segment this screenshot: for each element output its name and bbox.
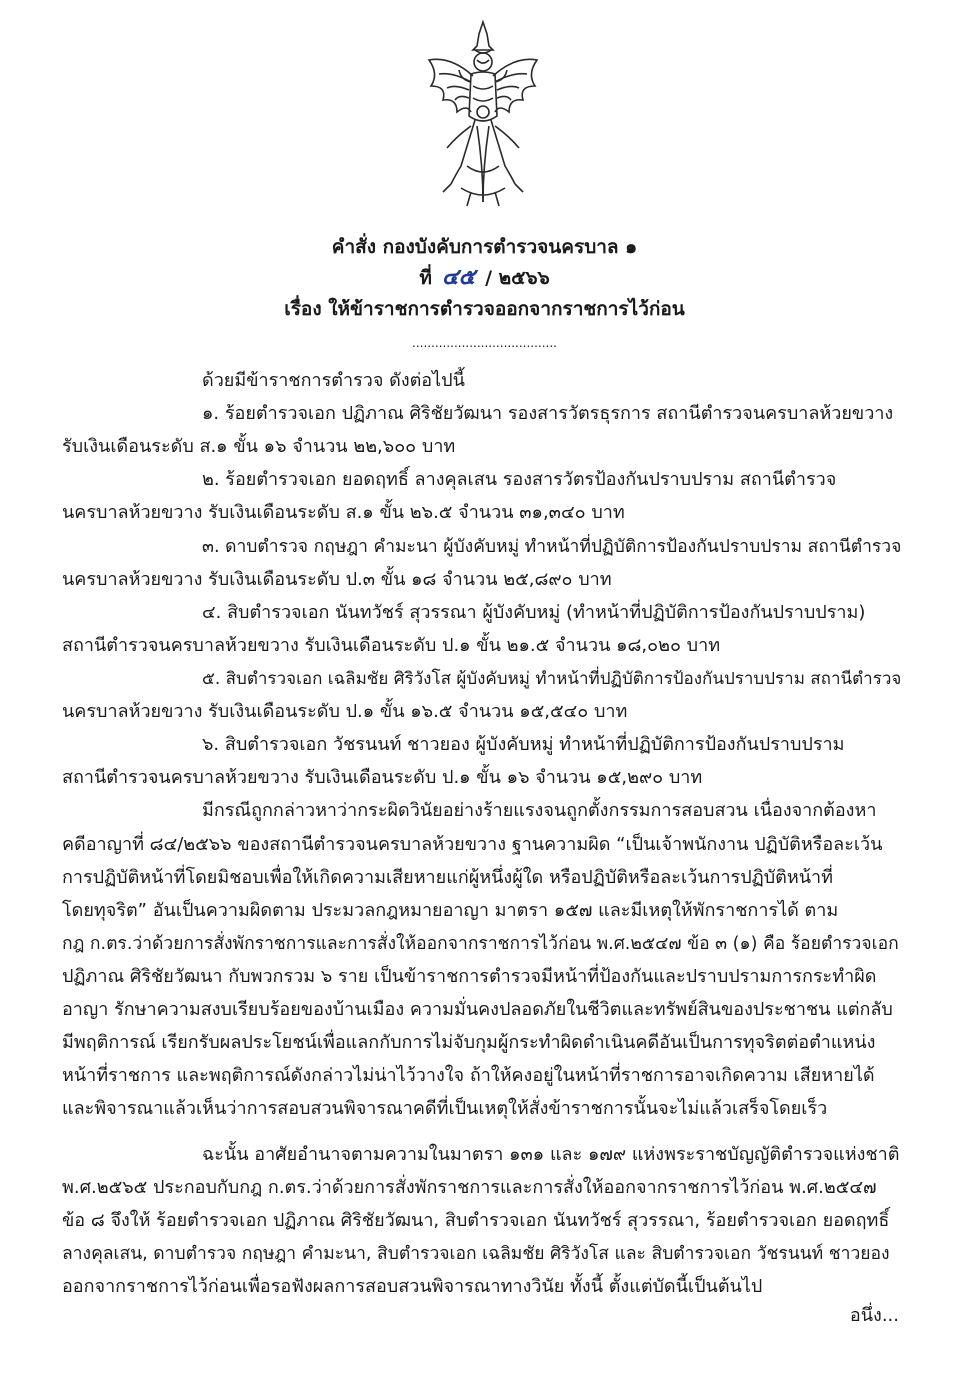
order-line: ลางคุลเสน, ดาบตำรวจ กฤษฎา คำมะนา, สิบตำรวจเอก เฉลิมชัย ศิริวังโส และ สิบตำรวจเอก วัชรนนท์ ชาวยอง bbox=[62, 1244, 890, 1264]
allegation-line: โดยทุจริต” อันเป็นความผิดตาม ประมวลกฎหมายอาญา มาตรา ๑๕๗ และมีเหตุให้พักราชการได้ ตาม bbox=[62, 900, 839, 921]
header-divider: ...................................... bbox=[412, 336, 557, 350]
continuation-marker: อนึ่ง... bbox=[849, 1305, 899, 1326]
order-line: ออกจากราชการไว้ก่อนเพื่อรอฟังผลการสอบสวนพิจารณาทางวินัย ทั้งนี้ ตั้งแต่บัดนี้เป็นต้นไป bbox=[62, 1276, 763, 1297]
order-number bbox=[0, 263, 969, 293]
person-4-line1: ๔. สิบตำรวจเอก นันทวัชร์ สุวรรณา ผู้บังคับหมู่ (ทำหน้าที่ปฏิบัติการป้องกันปราบปราม) bbox=[202, 602, 866, 623]
order-title: คำสั่ง กองบังคับการตำรวจนครบาล ๑ bbox=[331, 236, 638, 258]
allegation-line: มีพฤติการณ์ เรียกรับผลประโยชน์เพื่อแลกกับการไม่จับกุมผู้กระทำผิดดำเนินคดีอันเป็นการทุจริตต่อตำแหน่ง bbox=[62, 1032, 876, 1053]
person-6-line1: ๖. สิบตำรวจเอก วัชรนนท์ ชาวยอง ผู้บังคับหมู่ ทำหน้าที่ปฏิบัติการป้องกันปราบปราม bbox=[202, 734, 845, 755]
number-prefix: ที่ bbox=[419, 267, 432, 289]
allegation-line: กฎ ก.ตร.ว่าด้วยการสั่งพักราชการและการสั่งให้ออกจากราชการไว้ก่อน พ.ศ.๒๕๔๗ ข้อ ๓ (๑) คือ ร้อยตำรวจเอก bbox=[62, 934, 899, 954]
garuda-emblem bbox=[421, 16, 545, 212]
person-6-line2: สถานีตำรวจนครบาลห้วยขวาง รับเงินเดือนระดับ ป.๑ ขั้น ๑๖ จำนวน ๑๕,๒๙๐ บาท bbox=[62, 767, 703, 788]
person-3-line2: นครบาลห้วยขวาง รับเงินเดือนระดับ ป.๓ ขั้น ๑๘ จำนวน ๒๕,๘๙๐ บาท bbox=[62, 569, 612, 590]
number-handwritten: ๔๕ bbox=[441, 265, 476, 290]
allegation-line: การปฏิบัติหน้าที่โดยมิชอบเพื่อให้เกิดความเสียหายแก่ผู้หนึ่งผู้ใด หรือปฏิบัติหรือละเว้นการปฏิบัติหน้าที่ bbox=[62, 867, 833, 888]
person-5-line1: ๕. สิบตำรวจเอก เฉลิมชัย ศิริวังโส ผู้บังคับหมู่ ทำหน้าที่ปฏิบัติการป้องกันปราบปราม สถานีตำรวจ bbox=[202, 669, 902, 689]
order-line: ข้อ ๘ จึงให้ ร้อยตำรวจเอก ปฏิภาณ ศิริชัยวัฒนา, สิบตำรวจเอก นันทวัชร์ สุวรรณา, ร้อยตำรวจเอก ยอดฤทธิ์ bbox=[62, 1210, 890, 1231]
allegation-line: มีกรณีถูกกล่าวหาว่ากระผิดวินัยอย่างร้ายแรงจนถูกตั้งกรรมการสอบสวน เนื่องจากต้องหา bbox=[202, 800, 877, 821]
number-suffix: / ๒๕๖๖ bbox=[485, 267, 550, 289]
person-3-line1: ๓. ดาบตำรวจ กฤษฎา คำมะนา ผู้บังคับหมู่ ทำหน้าที่ปฏิบัติการป้องกันปราบปราม สถานีตำรวจ bbox=[202, 537, 902, 557]
person-2-line1: ๒. ร้อยตำรวจเอก ยอดฤทธิ์ ลางคุลเสน รองสารวัตรป้องกันปราบปราม สถานีตำรวจ bbox=[202, 469, 837, 490]
order-line: ฉะนั้น อาศัยอำนาจตามความในมาตรา ๑๓๑ และ ๑๗๙ แห่งพระราชบัญญัติตำรวจแห่งชาติ bbox=[202, 1144, 900, 1165]
allegation-line: ปฏิภาณ ศิริชัยวัฒนา กับพวกรวม ๖ ราย เป็นข้าราชการตำรวจมีหน้าที่ป้องกันและปราบปรามการกระทำผิด bbox=[62, 966, 877, 987]
person-5-line2: นครบาลห้วยขวาง รับเงินเดือนระดับ ป.๑ ขั้น ๑๖.๕ จำนวน ๑๕,๕๔๐ บาท bbox=[62, 701, 628, 722]
allegation-line: และพิจารณาแล้วเห็นว่าการสอบสวนพิจารณาคดีที่เป็นเหตุให้สั่งข้าราชการนั้นจะไม่แล้วเสร็จโดยเร็ว bbox=[62, 1098, 828, 1119]
order-line: พ.ศ.๒๕๖๕ ประกอบกับกฎ ก.ตร.ว่าด้วยการสั่งพักราชการและการสั่งให้ออกจากราชการไว้ก่อน พ.ศ.๒๕๔๗ bbox=[62, 1177, 877, 1198]
person-4-line2: สถานีตำรวจนครบาลห้วยขวาง รับเงินเดือนระดับ ป.๑ ขั้น ๒๑.๕ จำนวน ๑๘,๐๒๐ บาท bbox=[62, 635, 721, 656]
order-subject: เรื่อง ให้ข้าราชการตำรวจออกจากราชการไว้ก่อน bbox=[284, 298, 685, 320]
intro-paragraph: ด้วยมีข้าราชการตำรวจ ดังต่อไปนี้ bbox=[202, 370, 465, 391]
allegation-line: อาญา รักษาความสงบเรียบร้อยของบ้านเมือง ความมั่นคงปลอดภัยในชีวิตและทรัพย์สินของประชาชน แต่กลับ bbox=[62, 999, 893, 1020]
person-1-line1: ๑. ร้อยตำรวจเอก ปฏิภาณ ศิริชัยวัฒนา รองสารวัตรธุรการ สถานีตำรวจนครบาลห้วยขวาง bbox=[202, 403, 894, 424]
person-1-line2: รับเงินเดือนระดับ ส.๑ ขั้น ๑๖ จำนวน ๒๒,๖๐๐ บาท bbox=[62, 436, 456, 457]
person-2-line2: นครบาลห้วยขวาง รับเงินเดือนระดับ ส.๑ ขั้น ๒๖.๕ จำนวน ๓๑,๓๔๐ บาท bbox=[62, 502, 625, 523]
allegation-line: คดีอาญาที่ ๘๔/๒๕๖๖ ของสถานีตำรวจนครบาลห้วยขวาง ฐานความผิด “เป็นเจ้าพนักงาน ปฏิบัติหรือละเว้น bbox=[62, 834, 883, 855]
allegation-line: หน้าที่ราชการ และพฤติการณ์ดังกล่าวไม่น่าไว้วางใจ ถ้าให้คงอยู่ในหน้าที่ราชการอาจเกิดความ เสียหายได้ bbox=[62, 1065, 875, 1086]
